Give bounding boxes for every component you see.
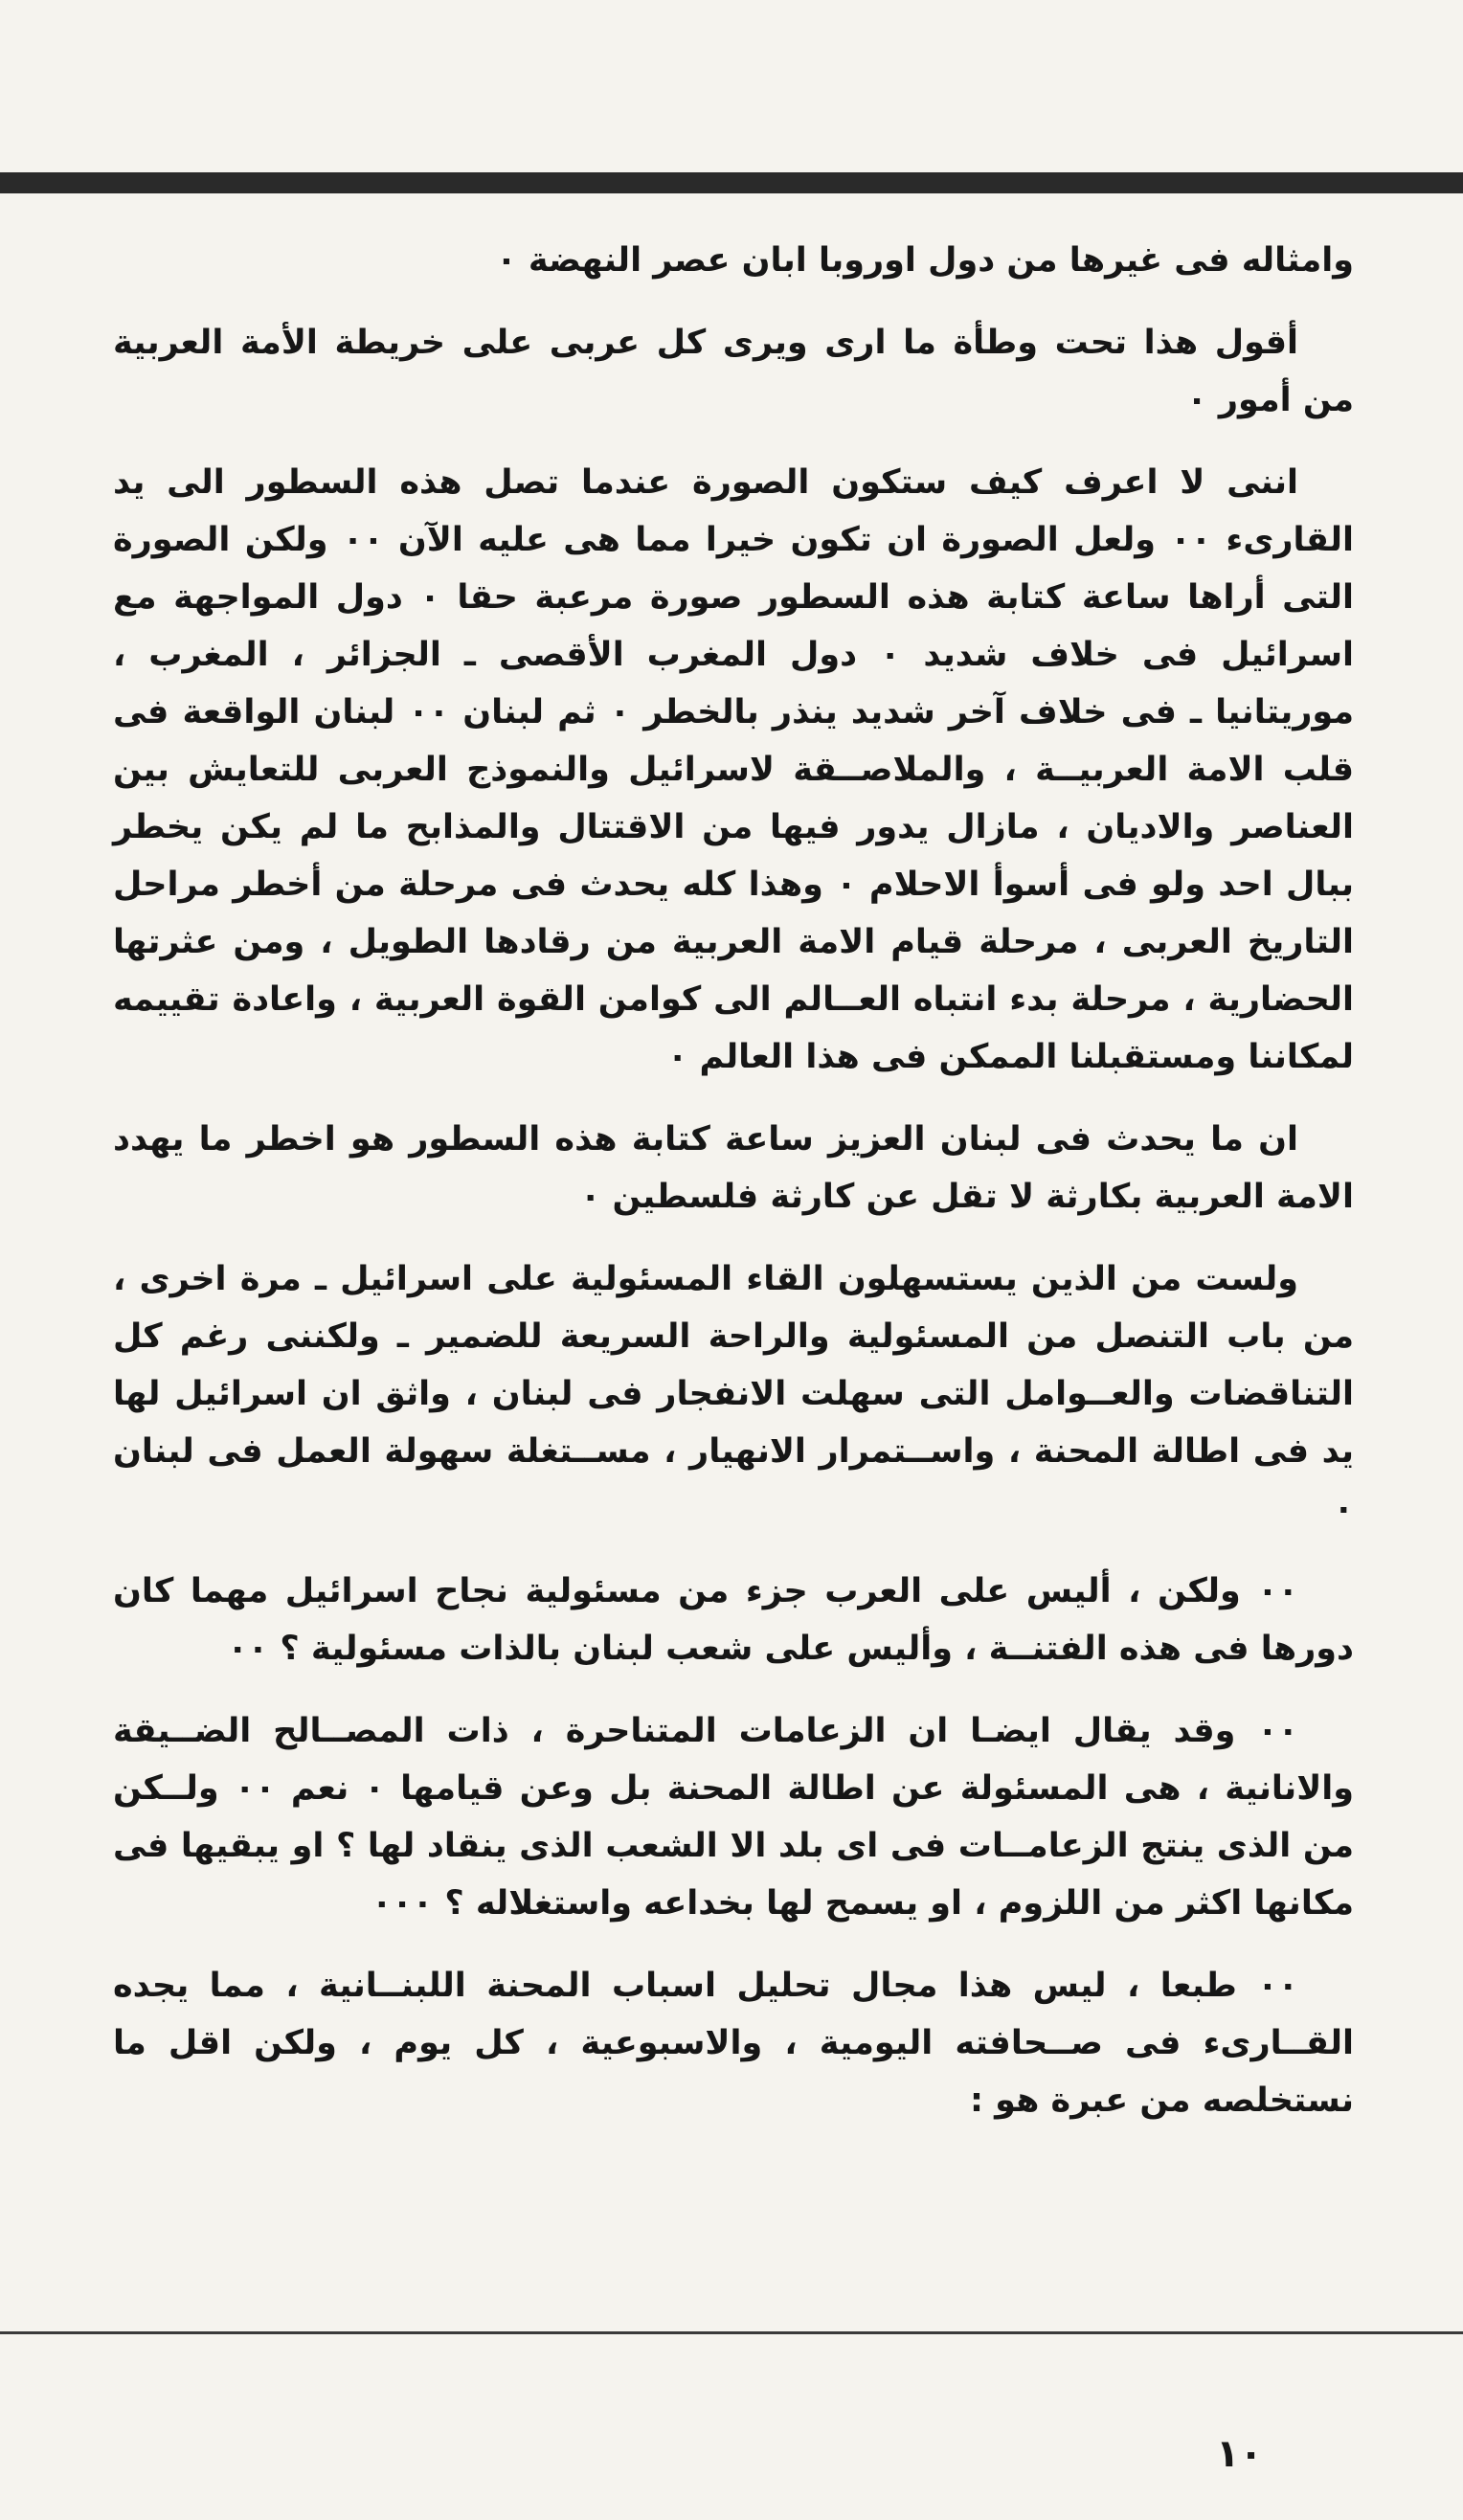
paragraph-5: ولست من الذين يستسهلون القاء المسئولية على اسرائيل ـ مرة اخرى ، من باب التنصل من المسئولية والراحة السريعة للضمير ـ ولكننى رغم كل التناقضات والعــوامل التى سهلت الانفجار فى لبنان ، واثق ان اسرائيل لها يد فى اطالة المحنة ، واســتمرار الانهيار ، مســتغلة سهولة العمل فى لبنان ٠ — [113, 1260, 1354, 1528]
page-number: ١٠ — [1216, 2432, 1263, 2476]
paragraph-6: ٠٠ ولكن ، أليس على العرب جزء من مسئولية نجاح اسرائيل مهما كان دورها فى هذه الفتنــة ، وأليس على شعب لبنان بالذات مسئولية ؟ ٠٠ — [113, 1572, 1354, 1668]
header-rule — [0, 172, 1463, 193]
paragraph-3: اننى لا اعرف كيف ستكون الصورة عندما تصل هذه السطور الى يد القارىء ٠٠ ولعل الصورة ان تكون خيرا مما هى عليه الآن ٠٠ ولكن الصورة التى أراها ساعة كتابة هذه السطور صورة مرعبة حقا ٠ دول المواجهة مع اسرائيل فى خلاف شديد ٠ دول المغرب الأقصى ـ الجزائر ، المغرب ، موريتانيا ـ فى خلاف آخر شديد ينذر بالخطر ٠ ثم لبنان ٠٠ لبنان الواقعة فى قلب الامة العربيــة ، والملاصــقة لاسرائيل والنموذج العربى للتعايش بين العناصر والاديان ، مازال يدور فيها من الاقتتال والمذابح ما لم يكن يخطر ببال احد ولو فى أسوأ الاحلام ٠ وهذا كله يحدث فى مرحلة من أخطر مراحل التاريخ العربى ، مرحلة قيام الامة العربية من رقادها الطويل ، ومن عثرتها الحضارية ، مرحلة بدء انتباه العــالم الى كوامن القوة العربية ، واعادة تقييمه لمكاننا ومستقبلنا الممكن فى هذا العالم ٠ — [113, 463, 1355, 1076]
page-body — [113, 232, 1354, 2154]
paragraph-8: ٠٠ طبعا ، ليس هذا مجال تحليل اسباب المحنة اللبنــانية ، مما يجده القــارىء فى صــحافته اليومية ، والاسبوعية ، كل يوم ، ولكن اقل ما نستخلصه من عبرة هو : — [113, 1967, 1354, 2120]
paragraph-1: وامثاله فى غيرها من دول اوروبا ابان عصر النهضة ٠ — [496, 241, 1354, 280]
footer-rule — [0, 2331, 1463, 2334]
paragraph-4: ان ما يحدث فى لبنان العزيز ساعة كتابة هذه السطور هو اخطر ما يهدد الامة العربية بكارثة لا تقل عن كارثة فلسطين ٠ — [113, 1120, 1354, 1216]
paragraph-2: أقول هذا تحت وطأة ما ارى ويرى كل عربى على خريطة الأمة العربية من أمور ٠ — [113, 324, 1354, 419]
paragraph-7: ٠٠ وقد يقال ايضـا ان الزعامات المتناحرة ، ذات المصــالح الضــيقة والانانية ، هى المسئولة عن اطالة المحنة بل وعن قيامها ٠ نعم ٠٠ ولــكن من الذى ينتج الزعامــات فى اى بلد الا الشعب الذى ينقاد لها ؟ او يبقيها فى مكانها اكثر من اللزوم ، او يسمح لها بخداعه واستغلاله ؟ ٠٠٠ — [113, 1712, 1355, 1923]
